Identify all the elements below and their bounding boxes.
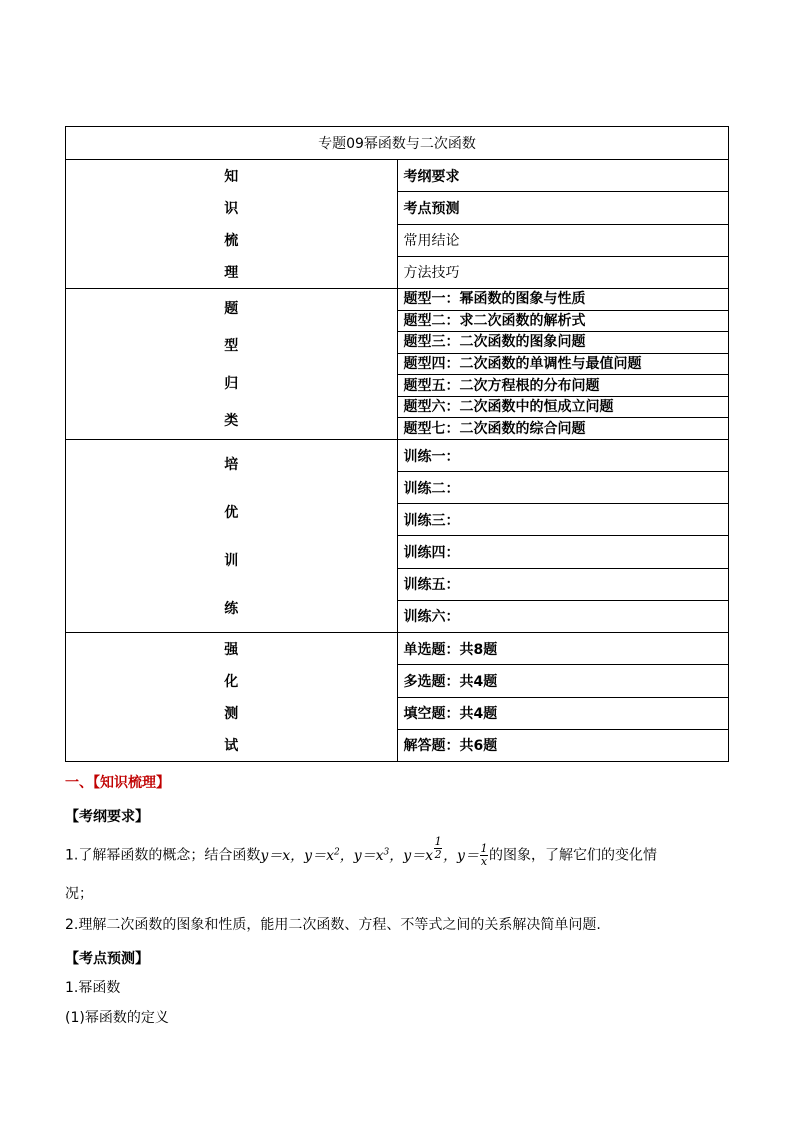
section-label-training: 培 优 训 练 bbox=[66, 440, 398, 633]
paragraph-requirement-1: 1.了解幂函数的概念；结合函数y＝x，$y=x^2$，$y=x^3$，y＝x $\frac{1}{2}$ ，y＝ $\frac{1}{x}$ 的图象，了解它们的变化情 bbox=[65, 835, 657, 869]
toc-item[interactable]: 多选题：共4题 bbox=[397, 665, 729, 697]
point-definition: (1)幂函数的定义 bbox=[65, 1010, 169, 1026]
paragraph-requirement-2: 2.理解二次函数的图象和性质，能用二次函数、方程、不等式之间的关系解决简单问题. bbox=[65, 917, 601, 933]
section-label-test: 强 化 测 试 bbox=[66, 633, 398, 762]
toc-item[interactable]: 题型六：二次函数中的恒成立问题 bbox=[397, 396, 729, 418]
toc-item[interactable]: 常用结论 bbox=[397, 224, 729, 256]
section-heading-knowledge: 一、【知识梳理】 bbox=[65, 775, 170, 791]
toc-item[interactable]: 题型三：二次函数的图象问题 bbox=[397, 332, 729, 354]
toc-item[interactable]: 训练四： bbox=[397, 536, 729, 568]
toc-item[interactable]: 方法技巧 bbox=[397, 256, 729, 288]
subheading-requirements: 【考纲要求】 bbox=[65, 809, 149, 825]
toc-item[interactable]: 题型一：幂函数的图象与性质 bbox=[397, 289, 729, 311]
toc-item[interactable]: 题型四：二次函数的单调性与最值问题 bbox=[397, 353, 729, 375]
subheading-predictions: 【考点预测】 bbox=[65, 951, 149, 967]
toc-item[interactable]: 训练三： bbox=[397, 504, 729, 536]
toc-item[interactable]: 训练五： bbox=[397, 568, 729, 600]
toc-item[interactable]: 题型五：二次方程根的分布问题 bbox=[397, 375, 729, 397]
toc-item[interactable]: 考纲要求 bbox=[397, 160, 729, 192]
toc-item[interactable]: 考点预测 bbox=[397, 192, 729, 224]
toc-item[interactable]: 训练二： bbox=[397, 472, 729, 504]
section-label-types: 题 型 归 类 bbox=[66, 289, 398, 440]
toc-item[interactable]: 训练一： bbox=[397, 440, 729, 472]
point-power-functions: 1.幂函数 bbox=[65, 980, 121, 996]
toc-item[interactable]: 题型七：二次函数的综合问题 bbox=[397, 418, 729, 440]
toc-item[interactable]: 题型二：求二次函数的解析式 bbox=[397, 310, 729, 332]
formula-functions: y＝x，$y=x^2$，$y=x^3$，y＝x $\frac{1}{2}$ ，y＝ $\frac{1}{x}$ bbox=[260, 835, 488, 869]
toc-title: 专题09幂函数与二次函数 bbox=[66, 127, 729, 160]
paragraph-requirement-1-cont: 况； bbox=[65, 886, 93, 902]
toc-item[interactable]: 训练六： bbox=[397, 600, 729, 632]
toc-item[interactable]: 填空题：共4题 bbox=[397, 697, 729, 729]
section-label-knowledge: 知 识 梳 理 bbox=[66, 160, 398, 289]
toc-item[interactable]: 解答题：共6题 bbox=[397, 729, 729, 761]
toc-item[interactable]: 单选题：共8题 bbox=[397, 633, 729, 665]
table-of-contents bbox=[65, 126, 729, 762]
